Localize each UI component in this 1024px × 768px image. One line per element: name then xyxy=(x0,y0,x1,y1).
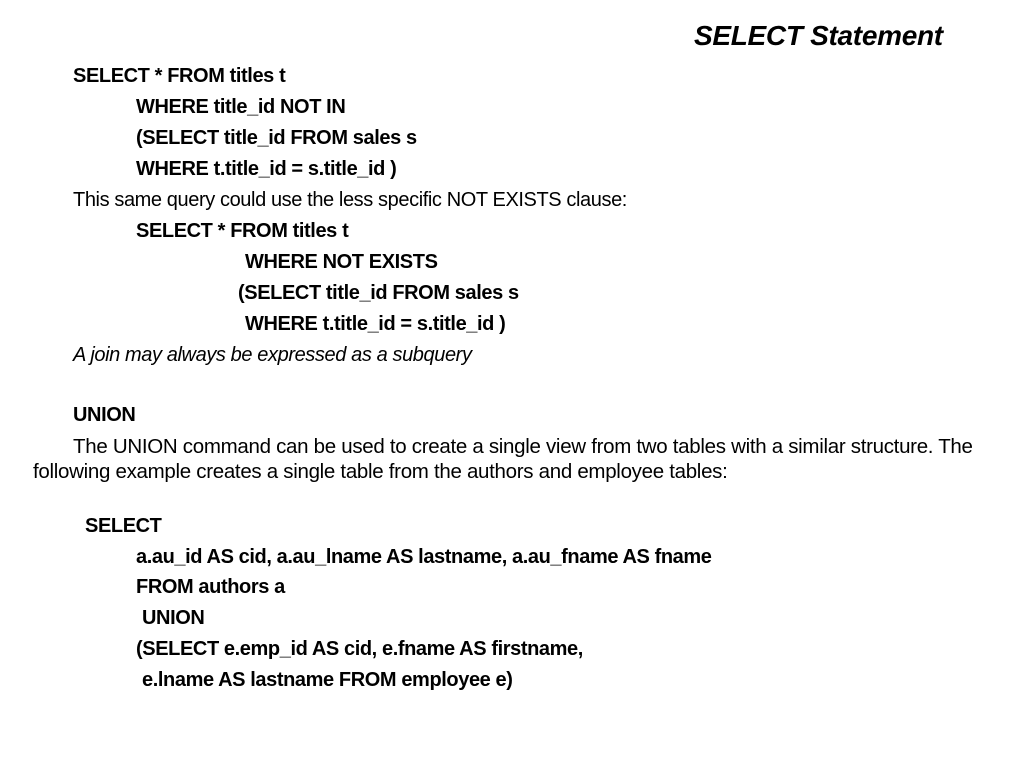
query3-line-5: (SELECT e.emp_id AS cid, e.fname AS firstname, xyxy=(136,638,583,660)
query2-line-2: WHERE NOT EXISTS xyxy=(245,251,438,273)
query1-line-1: SELECT * FROM titles t xyxy=(73,65,286,87)
join-note: A join may always be expressed as a subquery xyxy=(73,344,472,366)
union-heading: UNION xyxy=(73,404,136,426)
query1-line-4: WHERE t.title_id = s.title_id ) xyxy=(136,158,397,180)
union-paragraph xyxy=(33,434,993,484)
query2-line-1: SELECT * FROM titles t xyxy=(136,220,349,242)
union-paragraph-text: The UNION command can be used to create a single view from two tables with a similar structure. The following example creates a single table from the authors and employee tables: xyxy=(33,435,973,483)
query3-line-1: SELECT xyxy=(85,515,162,537)
not-exists-intro: This same query could use the less specific NOT EXISTS clause: xyxy=(73,189,627,211)
query2-line-4: WHERE t.title_id = s.title_id ) xyxy=(245,313,506,335)
query3-line-4: UNION xyxy=(142,607,205,629)
query2-line-3: (SELECT title_id FROM sales s xyxy=(238,282,519,304)
slide-title: SELECT Statement xyxy=(694,20,943,51)
query3-line-6: e.lname AS lastname FROM employee e) xyxy=(142,669,513,691)
query3-line-2: a.au_id AS cid, a.au_lname AS lastname, a.au_fname AS fname xyxy=(136,546,712,568)
query3-line-3: FROM authors a xyxy=(136,576,285,598)
query1-line-2: WHERE title_id NOT IN xyxy=(136,96,346,118)
query1-line-3: (SELECT title_id FROM sales s xyxy=(136,127,417,149)
